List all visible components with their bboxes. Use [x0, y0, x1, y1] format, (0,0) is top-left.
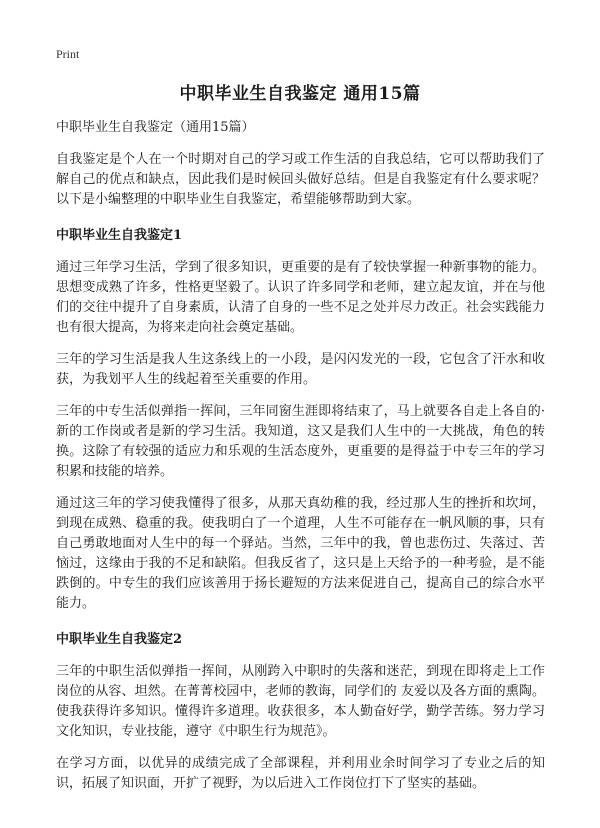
section-1-paragraph-1: 通过三年学习生活，学到了很多知识，更重要的是有了较快掌握一种新事物的能力。思想变成熟了许多，性格更坚毅了。认识了许多同学和老师，建立起友谊，并在与他们的交往中提升了自身素质，认清了自身的一些不足之处并尽力改正。社会实践能力也有很大提高，为将来走向社会奠定基础。: [56, 260, 545, 335]
section-heading-1: 中职毕业生自我鉴定1: [56, 228, 183, 243]
document-subtitle: 中职毕业生自我鉴定（通用15篇）: [56, 120, 255, 135]
intro-paragraph: 自我鉴定是个人在一个时期对自己的学习或工作生活的自我总结，它可以帮助我们了解自己的优点和缺点，因此我们是时候回头做好总结。但是自我鉴定有什么要求呢？以下是小编整理的中职毕业生自我鉴定，希望能够帮助到大家。: [56, 152, 545, 207]
section-1-paragraph-2: 三年的学习生活是我人生这条线上的一小段，是闪闪发光的一段，它包含了汗水和收获，为我划平人生的线起着至关重要的作用。: [56, 352, 545, 387]
section-2-paragraph-2: 在学习方面，以优异的成绩完成了全部课程，并利用业余时间学习了专业之后的知识，拓展了知识面，开扩了视野，为以后进入工作岗位打下了坚实的基础。: [56, 756, 545, 791]
section-2-paragraph-1: 三年的中职生活似弹指一挥间，从刚跨入中职时的失落和迷茫，到现在即将走上工作岗位的从容、坦然。在菁菁校园中，老师的教诲，同学们的 友爱以及各方面的熏陶。使我获得许多知识。懂得许多道理。收获很多，本人勤奋好学，勤学苦练。努力学习文化知识，专业技能，遵守《中职生行为规范》。: [56, 664, 545, 739]
page-title: 中职毕业生自我鉴定 通用15篇: [179, 84, 421, 104]
section-heading-2: 中职毕业生自我鉴定2: [56, 632, 183, 647]
print-label[interactable]: Print: [56, 47, 80, 61]
section-1-paragraph-4: 通过这三年的学习使我懂得了很多，从那天真幼稚的我，经过那人生的挫折和坎坷，到现在成熟、稳重的我。使我明白了一个道理，人生不可能存在一帆风顺的事，只有自己勇敢地面对人生中的每一个驿站。当然，三年中的我，曾也悲伤过、失落过、苦恼过，这缘由于我的不足和缺陷。但我反省了，这只是上天给予的一种考验，是不能跌倒的。中专生的我们应该善用于扬长避短的方法来促进自己，提高自己的综合水平能力。: [56, 496, 545, 611]
document-body: [56, 118, 545, 806]
section-1-paragraph-3: 三年的中专生活似弹指一挥间，三年同窗生涯即将结束了，马上就要各自走上各自的·新的工作岗或者是新的学习生活。我知道，这又是我们人生中的一大挑战，角色的转换。这除了有较强的适应力和乐观的生活态度外，更重要的是得益于中专三年的学习积累和技能的培养。: [56, 404, 545, 479]
